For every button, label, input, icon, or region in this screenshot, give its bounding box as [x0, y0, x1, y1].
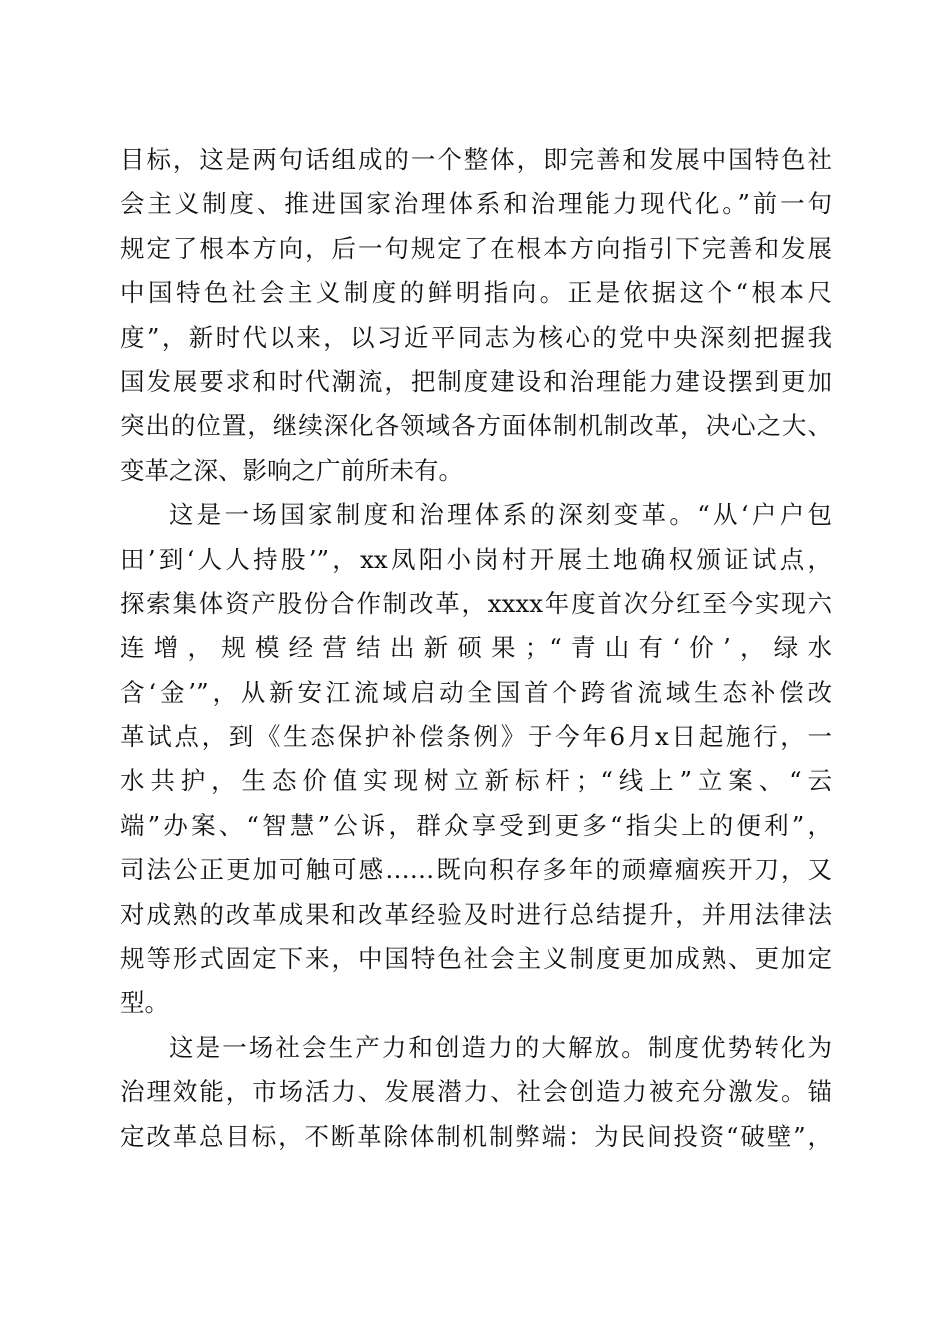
text-line: 定改革总目标，不断革除体制机制弊端：为民间投资“破壁”， [120, 1121, 832, 1151]
text-line: 含‘金’”，从新安江流域启动全国首个跨省流域生态补偿改 [120, 677, 832, 707]
text-line: 规定了根本方向，后一句规定了在根本方向指引下完善和发展 [120, 233, 832, 263]
text-line: 革试点，到《生态保护补偿条例》于今年6月x日起施行，一 [120, 722, 832, 752]
text-line: 对成熟的改革成果和改革经验及时进行总结提升，并用法律法 [120, 899, 832, 929]
text-line: 目标，这是两句话组成的一个整体，即完善和发展中国特色社 [120, 145, 832, 174]
text-line: 中国特色社会主义制度的鲜明指向。正是依据这个“根本尺 [120, 278, 832, 308]
paragraph-2 [120, 493, 832, 1026]
text-line: 国发展要求和时代潮流，把制度建设和治理能力建设摆到更加 [120, 366, 832, 396]
text-line: 度”，新时代以来，以习近平同志为核心的党中央深刻把握我 [120, 322, 832, 352]
text-line: 突出的位置，继续深化各领域各方面体制机制改革，决心之大、 [120, 411, 832, 441]
body-text [120, 138, 832, 1159]
text-line: 治理效能，市场活力、发展潜力、社会创造力被充分激发。锚 [120, 1077, 832, 1107]
text-line: 这是一场社会生产力和创造力的大解放。制度优势转化为 [169, 1032, 832, 1062]
text-line: 变革之深、影响之广前所未有。 [120, 455, 463, 485]
text-line: 探索集体资产股份合作制改革，xxxx年度首次分红至今实现六 [120, 588, 832, 618]
text-line: 型。 [120, 988, 169, 1018]
text-line: 规等形式固定下来，中国特色社会主义制度更加成熟、更加定 [120, 944, 832, 974]
paragraph-1 [120, 138, 832, 493]
text-line: 连增，规模经营结出新硕果；“青山有‘价’，绿水 [120, 633, 832, 663]
text-line: 司法公正更加可触可感……既向积存多年的顽瘴痼疾开刀，又 [120, 855, 832, 885]
text-line: 端”办案、“智慧”公诉，群众享受到更多“指尖上的便利”， [120, 810, 832, 840]
text-line: 田’到‘人人持股’”，xx凤阳小岗村开展土地确权颁证试点， [120, 544, 832, 574]
text-line: 会主义制度、推进国家治理体系和治理能力现代化。”前一句 [120, 189, 832, 219]
paragraph-3 [120, 1026, 832, 1159]
text-line: 水共护，生态价值实现树立新标杆；“线上”立案、“云 [120, 766, 832, 796]
text-line: 这是一场国家制度和治理体系的深刻变革。“从‘户户包 [169, 500, 832, 530]
